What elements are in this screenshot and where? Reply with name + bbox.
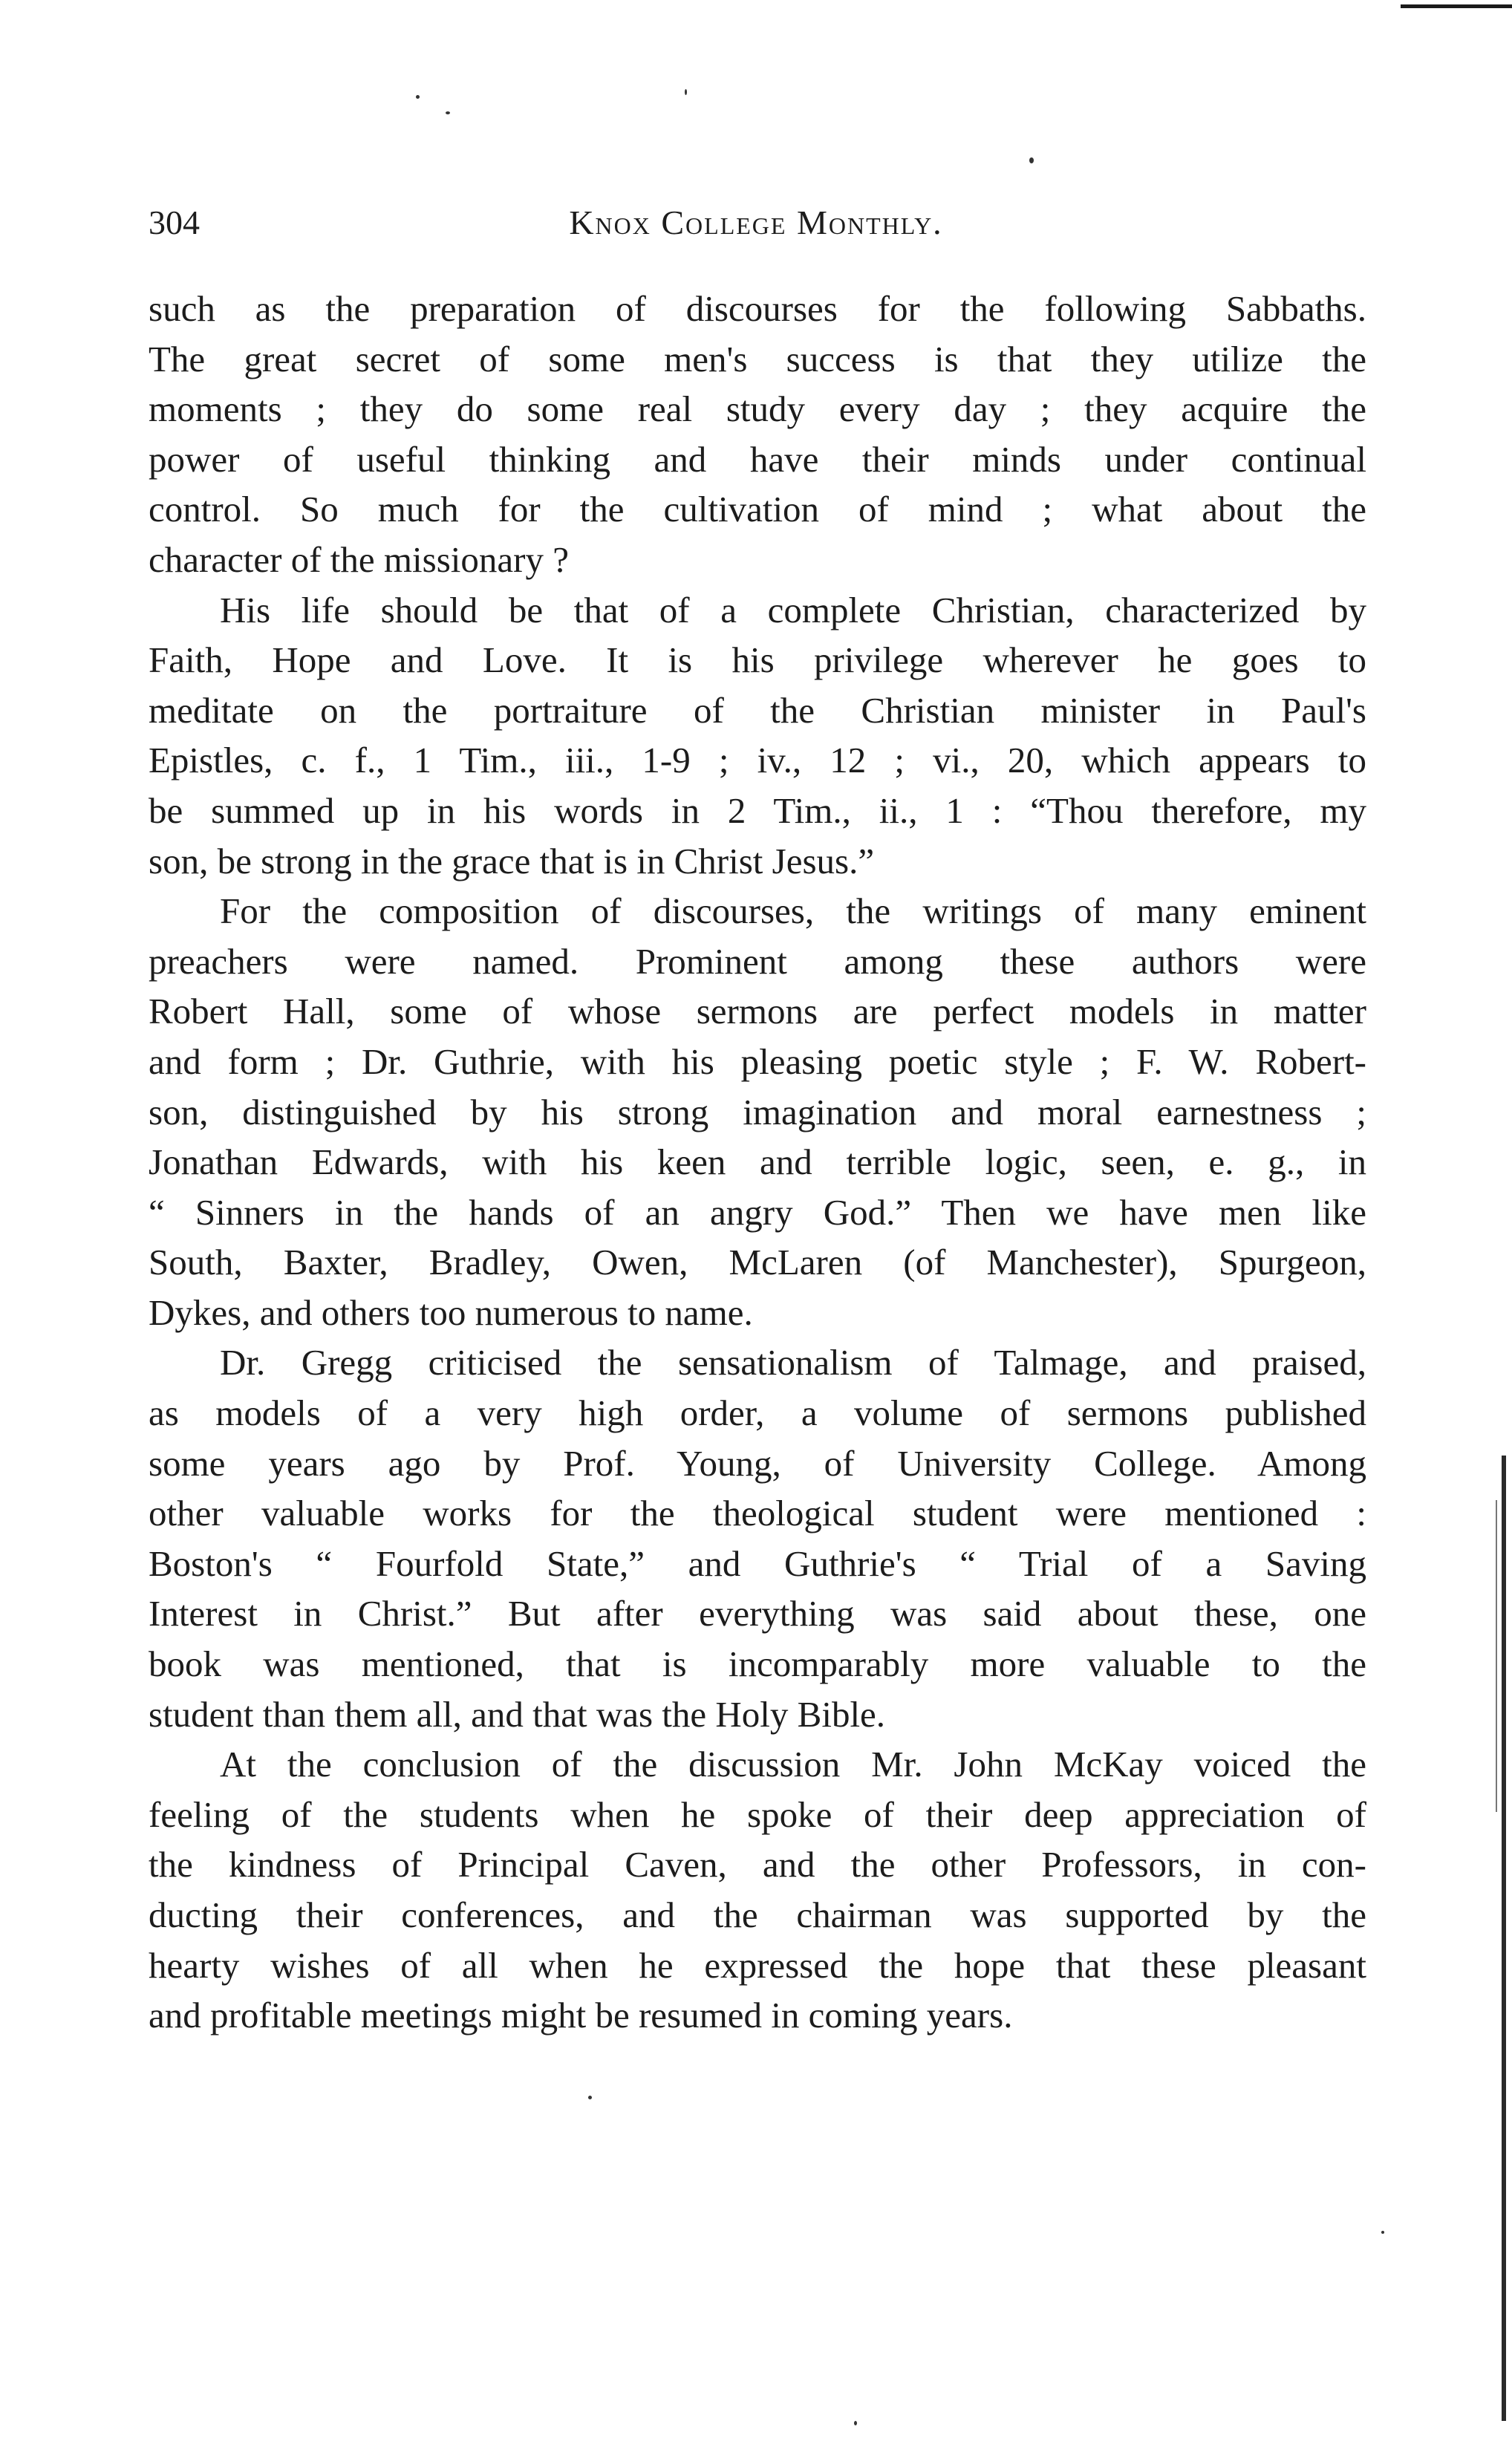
paragraph-continuation — [149, 284, 1366, 585]
text-line: Interest in Christ.” But after everything was said about these, one — [149, 1593, 1366, 1634]
text-line: feeling of the students when he spoke of their deep appreciation of — [149, 1793, 1366, 1835]
text-line: and profitable meetings might be resumed in coming years. — [149, 1995, 1013, 2036]
paragraph-gregg — [149, 1337, 1366, 1739]
scan-speck — [416, 95, 420, 99]
paragraph-christian-life — [149, 585, 1366, 887]
text-line: and form ; Dr. Guthrie, with his pleasing poetic style ; F. W. Robert- — [149, 1040, 1366, 1082]
scan-speck — [854, 2421, 857, 2425]
scan-speck — [685, 89, 687, 95]
text-line: as models of a very high order, a volume of sermons published — [149, 1392, 1366, 1434]
scan-speck — [588, 2096, 592, 2099]
scan-speck — [446, 111, 450, 114]
text-line: Epistles, c. f., 1 Tim., iii., 1-9 ; iv., 12 ; vi., 20, which appears to — [149, 740, 1366, 781]
text-line: moments ; they do some real study every day ; they acquire the — [149, 388, 1366, 430]
page-header — [149, 193, 1363, 252]
text-line: the kindness of Principal Caven, and the other Professors, in con- — [149, 1844, 1366, 1885]
scan-speck — [1029, 157, 1034, 163]
text-line: son, be strong in the grace that is in Christ Jesus.” — [149, 840, 875, 881]
scan-speck — [1381, 2231, 1384, 2234]
text-line: student than them all, and that was the Holy Bible. — [149, 1693, 886, 1735]
page-edge-line — [1496, 1500, 1497, 1812]
text-line: Dr. Gregg criticised the sensationalism of Talmage, and praised, — [220, 1342, 1366, 1383]
paragraph-conclusion — [149, 1739, 1366, 2041]
text-line: son, distinguished by his strong imagination and moral earnestness ; — [149, 1091, 1366, 1132]
text-line: hearty wishes of all when he expressed the hope that these pleasant — [149, 1944, 1366, 1986]
text-line: character of the missionary ? — [149, 538, 569, 580]
text-line: some years ago by Prof. Young, of University College. Among — [149, 1442, 1366, 1484]
text-line: For the composition of discourses, the writings of many eminent — [220, 890, 1366, 932]
text-line: ducting their conferences, and the chairman was supported by the — [149, 1894, 1366, 1935]
text-line: His life should be that of a complete Christian, characterized by — [220, 589, 1366, 630]
text-line: The great secret of some men's success is that they utilize the — [149, 338, 1366, 379]
text-line: Robert Hall, some of whose sermons are perfect models in matter — [149, 991, 1366, 1032]
text-line: Jonathan Edwards, with his keen and terrible logic, seen, e. g., in — [149, 1141, 1366, 1183]
top-edge-rule — [1401, 4, 1512, 8]
page-number: 304 — [149, 203, 200, 241]
text-line: Faith, Hope and Love. It is his privilege wherever he goes to — [149, 639, 1366, 681]
text-line: be summed up in his words in 2 Tim., ii., 1 : “Thou therefore, my — [149, 789, 1366, 831]
text-line: At the conclusion of the discussion Mr. John McKay voiced the — [220, 1744, 1366, 1785]
body-text — [149, 284, 1366, 2041]
text-line: power of useful thinking and have their minds under continual — [149, 438, 1366, 480]
text-line: book was mentioned, that is incomparably more valuable to the — [149, 1643, 1366, 1685]
text-line: preachers were named. Prominent among these authors were — [149, 940, 1366, 982]
text-line: Dykes, and others too numerous to name. — [149, 1291, 753, 1333]
text-line: South, Baxter, Bradley, Owen, McLaren (of Manchester), Spurgeon, — [149, 1242, 1366, 1283]
text-line: Boston's “ Fourfold State,” and Guthrie's “ Trial of a Saving — [149, 1542, 1366, 1584]
page-edge-shadow — [1502, 1456, 1506, 2421]
text-line: control. So much for the cultivation of mind ; what about the — [149, 489, 1366, 530]
text-line: other valuable works for the theological student were mentioned : — [149, 1493, 1366, 1534]
text-line: meditate on the portraiture of the Christian minister in Paul's — [149, 689, 1366, 731]
text-line: “ Sinners in the hands of an angry God.” Then we have men like — [149, 1191, 1366, 1233]
text-line: such as the preparation of discourses for the following Sabbaths. — [149, 288, 1366, 329]
paragraph-preachers — [149, 886, 1366, 1337]
running-head: Knox College Monthly. — [569, 203, 943, 241]
